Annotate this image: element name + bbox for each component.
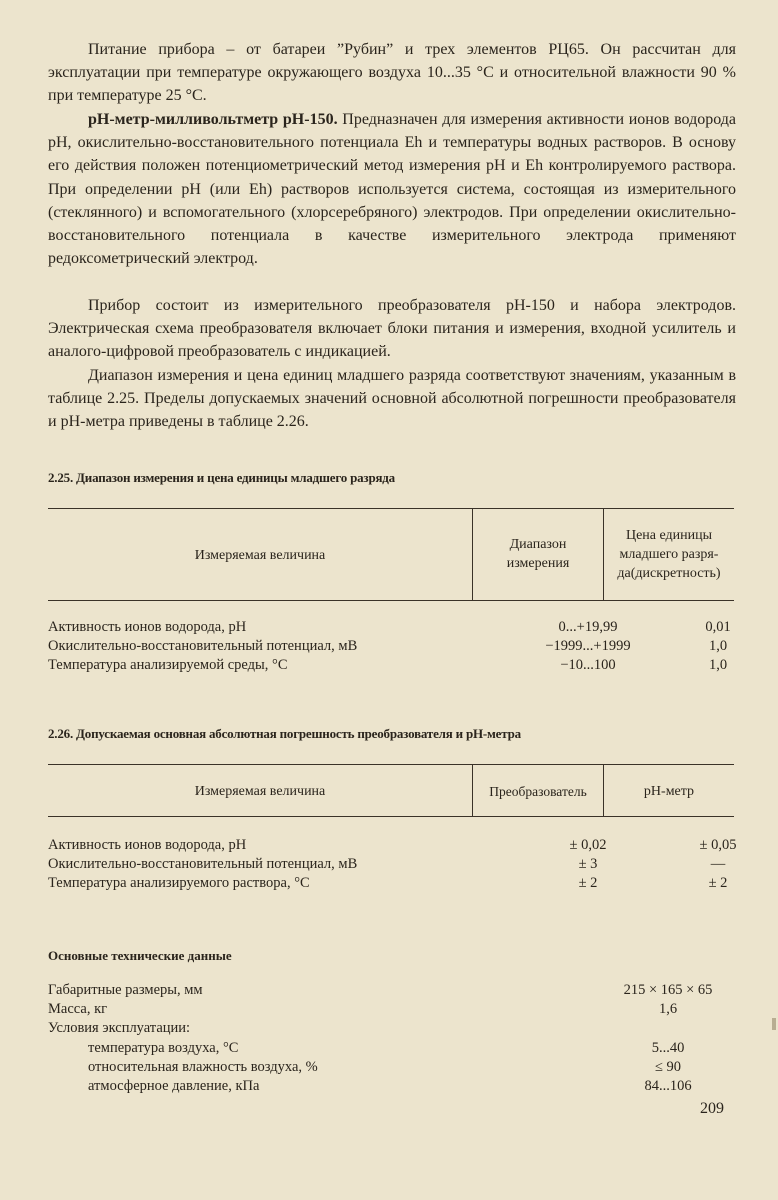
table-2-25-header-resolution: Цена единицы младшего разря- да(дискретность): [617, 527, 721, 581]
table-row: [48, 856, 738, 876]
table-2-25-top-rule: [48, 508, 734, 509]
list-item: [48, 1059, 738, 1079]
row-ph-meter-error: ± 0,05: [699, 837, 737, 853]
spec-value: ≤ 90: [654, 1059, 682, 1075]
row-ph-meter-error: ± 2: [708, 875, 728, 891]
paragraph-power-supply: Питание прибора – от батареи ”Рубин” и трех элементов РЦ65. Он рассчитан для эксплуатации при температуре окружающего воздуха 10...35 °С и относительной влажности 90 % при температуре 25 °С.: [48, 41, 736, 105]
table-2-25-header-rule: [48, 600, 734, 601]
device-description-text: Предназначен для измерения активности ионов водорода pH, окислительно-восстановительного потенциала Eh и температуры водных растворов. В основу его действия положен потенциометрический метод измерения pH и Eh контролируемого раствора. При определении pH (или Eh) растворов используется система, состоящая из измерительного (стеклянного) и вспомогательного (хлорсеребряного) электродов. При определении окислительно-восстановительного потенциала в качестве измерительного электрода применяют редоксометрический электрод.: [48, 111, 737, 268]
list-item: [48, 1078, 738, 1098]
table-2-25-header-quantity: Измеряемая величина: [194, 547, 326, 563]
row-label: Окислительно-восстановительный потенциал, мВ: [48, 638, 358, 654]
table-2-26-header-ph-meter: pH-метр: [643, 783, 695, 799]
row-range: −1999...+1999: [545, 638, 631, 654]
table-row: [48, 875, 738, 895]
list-item: [48, 1040, 738, 1060]
page-number: 209: [700, 1100, 724, 1117]
row-converter-error: ± 2: [578, 875, 598, 891]
table-2-26-header-converter: Преобразователь: [489, 783, 587, 799]
paragraph-ph150-description: [48, 108, 736, 270]
specs-title: Основные технические данные: [48, 948, 232, 963]
spec-label: Условия эксплуатации:: [48, 1020, 191, 1036]
spec-label: температура воздуха, °С: [88, 1040, 239, 1056]
spec-label: Масса, кг: [48, 1001, 108, 1017]
spec-value: 84...106: [644, 1078, 692, 1094]
table-2-26-header-rule: [48, 816, 734, 817]
row-resolution: 1,0: [708, 657, 728, 673]
table-2-25-header-range: Диапазон измерения: [506, 537, 570, 571]
paragraph-table-reference: Диапазон измерения и цена единиц младшего разряда соответствуют значениям, указанным в таблице 2.25. Пределы допускаемых значений основной абсолютной погрешности преобразователя и pH-метра приведены в таблице 2.26.: [48, 367, 736, 431]
table-2-26-top-rule: [48, 764, 734, 765]
spec-label: Габаритные размеры, мм: [48, 982, 203, 998]
table-2-26-title: 2.26. Допускаемая основная абсолютная погрешность преобразователя и pH-метра: [48, 726, 521, 741]
row-label: Окислительно-восстановительный потенциал, мВ: [48, 856, 358, 872]
row-ph-meter-error: —: [710, 856, 726, 872]
table-row: [48, 837, 738, 857]
spec-value: 5...40: [651, 1040, 685, 1056]
table-2-26-header-quantity: Измеряемая величина: [194, 783, 326, 799]
table-row: [48, 657, 738, 677]
row-label: Активность ионов водорода, pH: [48, 837, 247, 853]
table-row: [48, 619, 738, 639]
paragraph-device-composition: Прибор состоит из измерительного преобразователя pH-150 и набора электродов. Электрическая схема преобразователя включает блоки питания и измерения, входной усилитель и аналого-цифровой преобразователь с индикацией.: [48, 297, 736, 361]
list-item: [48, 1020, 738, 1040]
row-resolution: 1,0: [708, 638, 728, 654]
row-converter-error: ± 3: [578, 856, 598, 872]
row-label: Активность ионов водорода, pH: [48, 619, 247, 635]
device-name-heading: pH-метр-милливольтметр pH-150.: [88, 111, 338, 128]
row-range: −10...100: [560, 657, 616, 673]
row-label: Температура анализируемой среды, °С: [48, 657, 288, 673]
row-label: Температура анализируемого раствора, °С: [48, 875, 310, 891]
row-converter-error: ± 0,02: [569, 837, 607, 853]
row-range: 0...+19,99: [558, 619, 618, 635]
page-edge-mark: [772, 1018, 776, 1030]
spec-value: 215 × 165 × 65: [623, 982, 713, 998]
row-resolution: 0,01: [705, 619, 731, 635]
table-row: [48, 638, 738, 658]
table-2-25-title: 2.25. Диапазон измерения и цена единицы младшего разряда: [48, 470, 395, 485]
spec-label: относительная влажность воздуха, %: [88, 1059, 318, 1075]
spec-label: атмосферное давление, кПа: [88, 1078, 260, 1094]
list-item: [48, 982, 738, 1002]
list-item: [48, 1001, 738, 1021]
spec-value: 1,6: [658, 1001, 678, 1017]
